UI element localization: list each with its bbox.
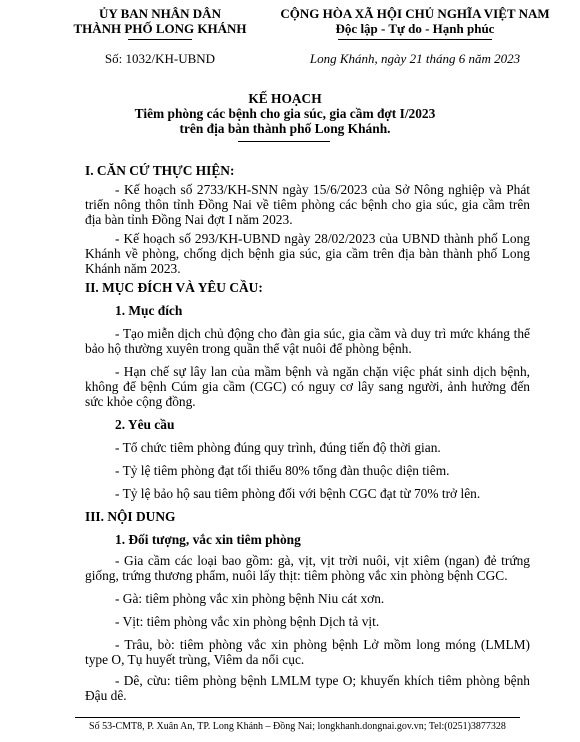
content-paragraph-poultry: - Gia cầm các loại bao gồm: gà, vịt, vịt trời nuôi, vịt xiêm (ngan) đẻ trứng giống, trứng thương phẩm, nuôi lấy thịt: tiêm phòng vắc xin phòng bệnh CGC. — [85, 553, 530, 583]
document-title — [60, 91, 510, 136]
section-heading-content: III. NỘI DUNG — [85, 509, 176, 524]
content-paragraph-duck: - Vịt: tiêm phòng vắc xin phòng bệnh Dịch tả vịt. — [115, 614, 380, 629]
basis-paragraph-1: - Kế hoạch số 2733/KH-SNN ngày 15/6/2023 của Sở Nông nghiệp và Phát triển nông thôn tỉnh Đồng Nai về tiêm phòng các bệnh cho gia súc, gia cầm trên địa bàn tỉnh Đồng Nai đợt I năm 2023. — [85, 182, 530, 227]
footer-divider — [75, 717, 520, 718]
content-paragraph-goat-sheep: - Dê, cừu: tiêm phòng bệnh LMLM type O; khuyến khích tiêm phòng bệnh Đậu dê. — [85, 673, 530, 703]
title-underline — [238, 141, 330, 142]
motto: Độc lập - Tự do - Hạnh phúc — [335, 21, 495, 36]
issuing-agency — [60, 6, 260, 36]
purpose-paragraph-2: - Hạn chế sự lây lan của mầm bệnh và ngăn chặn việc phát sinh dịch bệnh, không để bệnh Cúm gia cầm (CGC) có nguy cơ lây sang người, ảnh hưởng đến sức khỏe cộng đồng. — [85, 364, 530, 409]
content-paragraph-cattle: - Trâu, bò: tiêm phòng vắc xin phòng bệnh Lở mồm long móng (LMLM) type O, Tụ huyết trùng, Viêm da nổi cục. — [85, 637, 530, 667]
title-location: trên địa bàn thành phố Long Khánh. — [179, 121, 391, 136]
subheading-purpose: 1. Mục đích — [115, 303, 183, 318]
motto-underline — [338, 39, 492, 40]
basis-paragraph-2: - Kế hoạch số 293/KH-UBND ngày 28/02/2023 của UBND thành phố Long Khánh về phòng, chống dịch bệnh gia súc, gia cầm trên địa bàn thành phố Long Khánh năm 2023. — [85, 231, 530, 276]
footer-contact: Số 53-CMT8, P. Xuân An, TP. Long Khánh – Đồng Nai; longkhanh.dongnai.gov.vn; Tel:(0251)3877328 — [89, 721, 506, 732]
agency-underline — [128, 39, 192, 40]
title-subject: Tiêm phòng các bệnh cho gia súc, gia cầm đợt I/2023 — [134, 106, 436, 121]
section-heading-basis: I. CĂN CỨ THỰC HIỆN: — [85, 163, 235, 178]
purpose-paragraph-1: - Tạo miễn dịch chủ động cho đàn gia súc, gia cầm và duy trì mức kháng thể bảo hộ thường xuyên trong quần thể vật nuôi để phòng bệnh. — [85, 326, 530, 356]
agency-line-1: ỦY BAN NHÂN DÂN — [99, 6, 221, 21]
nation-name: CỘNG HÒA XÃ HỘI CHỦ NGHĨA VIỆT NAM — [280, 6, 550, 21]
section-heading-purpose: II. MỤC ĐÍCH VÀ YÊU CẦU: — [85, 280, 263, 295]
document-date: Long Khánh, ngày 21 tháng 6 năm 2023 — [309, 51, 521, 66]
title-type: KẾ HOẠCH — [248, 91, 322, 106]
content-paragraph-chicken: - Gà: tiêm phòng vắc xin phòng bệnh Niu cát xơn. — [115, 591, 385, 606]
national-motto — [270, 6, 560, 36]
requirement-3: - Tỷ lệ bảo hộ sau tiêm phòng đối với bệnh CGC đạt từ 70% trở lên. — [115, 486, 481, 501]
requirement-2: - Tỷ lệ tiêm phòng đạt tối thiểu 80% tổng đàn thuộc diện tiêm. — [115, 463, 450, 478]
subheading-requirements: 2. Yêu cầu — [115, 417, 175, 432]
document-body — [85, 163, 530, 703]
document-number: Số: 1032/KH-UBND — [104, 51, 216, 66]
requirement-1: - Tổ chức tiêm phòng đúng quy trình, đúng tiến độ thời gian. — [115, 440, 441, 455]
agency-line-2: THÀNH PHỐ LONG KHÁNH — [73, 21, 247, 36]
subheading-targets-vaccines: 1. Đối tượng, vắc xin tiêm phòng — [115, 532, 301, 547]
